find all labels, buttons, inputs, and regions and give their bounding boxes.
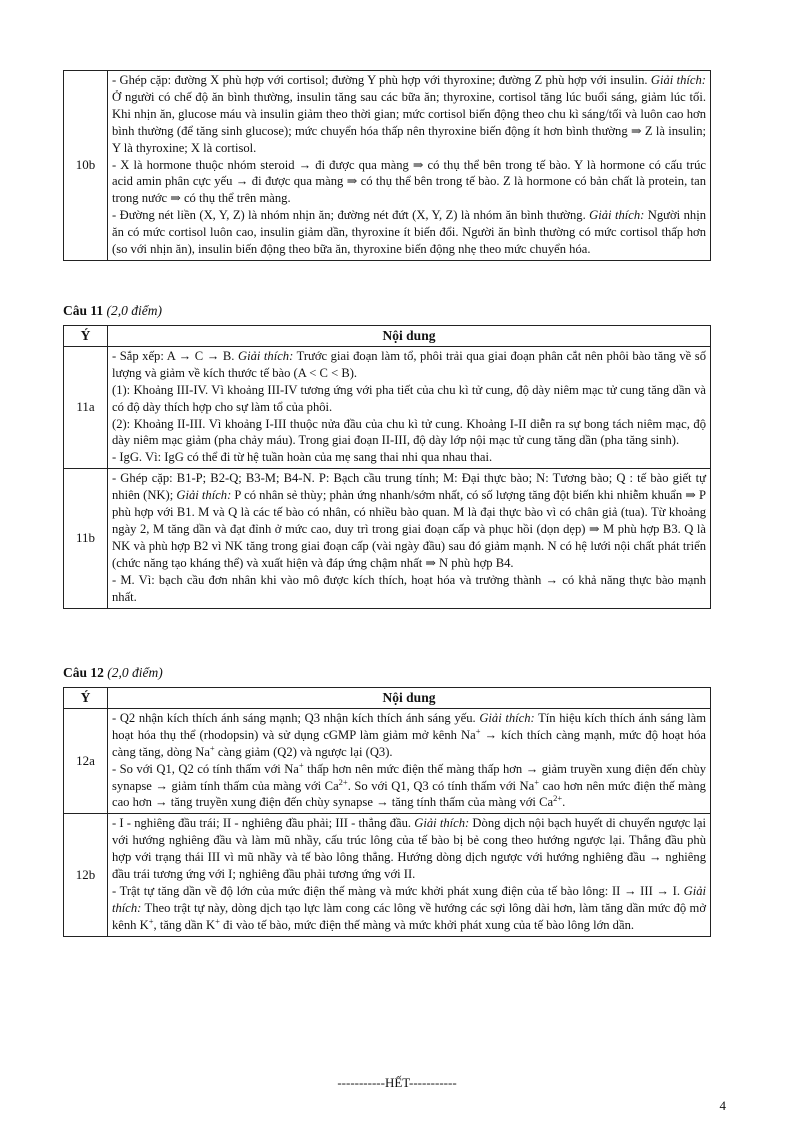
table-row [64, 708, 711, 813]
text-run: - I - nghiêng đầu trái; II - nghiêng đầu phải; III - thẳng đầu. [112, 816, 415, 831]
superscript-text: + [148, 915, 154, 926]
emphasis-text: Giải thích: [650, 73, 706, 87]
text-run: càng giảm (Q2) và ngược lại (Q3). [214, 744, 393, 759]
text-run: cao hơn nên mức điện thế màng cao hơn → tăng truyền xung điện đến chùy synapse → tăng tính thấm của màng với Ca [112, 778, 706, 810]
text-run: - So với Q1, Q2 có tính thấm với Na [112, 761, 299, 776]
text-run: Dòng dịch nội bạch huyết di chuyển ngược lại với hướng nghiêng đầu và làm mũ nhầy, cấu trúc lông của tế bào bị bẻ cong theo hướng ngược lại. Thẳng đầu phù hợp với trạng thái III vì mũ nhầy và tế bào lông thẳng. Hướng dòng dịch ngược với hướng nghiêng đầu → nghiêng đầu trái tương ứng với I; nghiêng đầu phải tương ứng với II. [112, 816, 706, 882]
question-points: (2,0 điểm) [106, 303, 162, 318]
text-run: (1): Khoảng III-IV. Vì khoảng III-IV tương ứng với pha tiết của chu kì tử cung, độ dày niêm mạc tử cung tăng dần và có độ dày thích hợp cho sự làm tổ của phôi. [112, 382, 706, 414]
text-run: - Q2 nhận kích thích ánh sáng mạnh; Q3 nhận kích thích ánh sáng yếu. [112, 710, 480, 725]
emphasis-text: Giải thích: [414, 816, 470, 831]
superscript-text: + [215, 915, 220, 926]
text-run: - Ghép cặp: đường X phù hợp với cortisol; đường Y phù hợp với thyroxine; đường Z phù hợp với insulin. [112, 73, 651, 87]
column-header-y: Ý [64, 326, 108, 347]
text-run: - IgG. Vì: IgG có thể đi từ hệ tuần hoàn của mẹ sang thai nhi qua nhau thai. [112, 450, 493, 465]
emphasis-text: Giải thích: [589, 208, 645, 223]
text-run: . So với Q1, Q3 có tính thấm với Na [347, 778, 535, 793]
text-run: Trước giai đoạn làm tổ, phôi trải qua giai đoạn phân cắt nên phôi bào tăng về số lượng và giảm về kích thước tế bào (A < C < B). [112, 348, 707, 380]
emphasis-text: Giải thích: [237, 348, 294, 363]
answer-paragraph [112, 157, 706, 208]
superscript-text: 2+ [338, 776, 348, 787]
row-content [108, 814, 711, 936]
row-label: 12a [64, 708, 108, 813]
text-run: . [562, 795, 566, 810]
question-title: Câu 12 [63, 665, 104, 680]
row-content [108, 708, 711, 813]
row-content [108, 71, 711, 261]
emphasis-text: Giải thích: [479, 710, 535, 725]
superscript-text: + [534, 776, 540, 787]
table-header-row [64, 688, 711, 709]
superscript-text: + [475, 725, 481, 736]
answer-table-q11 [63, 325, 711, 609]
text-run: - X là hormone thuộc nhóm steroid → đi được qua màng ⇒ có thụ thể bên trong tế bào. Y là hormone có cấu trúc acid amin phân cực yếu → đi được qua màng ⇒ có thụ thể bên trong tế bào. Z là hormone có bản chất là protein, tan trong nước ⇒ có thụ thể trên màng. [112, 157, 706, 206]
superscript-text: + [298, 759, 304, 770]
text-run: - Sắp xếp: A → C → B. [112, 348, 238, 363]
table-row [64, 469, 711, 608]
text-run: thấp hơn nên mức điện thế màng thấp hơn → giảm truyền xung điện đến chùy synapse → giảm tính thấm của màng với Ca [112, 761, 706, 793]
column-header-content: Nội dung [108, 688, 711, 709]
text-run: Ở người có chế độ ăn bình thường, insulin tăng sau các bữa ăn; thyroxine, cortisol tăng lúc buổi sáng, giảm lúc tối. Khi nhịn ăn, glucose máu và insulin giảm theo thời gian; mức cortisol biến động theo chu kì sáng/tối và luôn cao hơn bình thường (để tăng sinh glucose); mức chuyển hóa thấp nên thyroxine biến động ít hơn bình thường ⇒ Z là insulin; Y là thyroxine; X là cortisol. [112, 89, 706, 155]
answer-table-q12 [63, 687, 711, 937]
answer-paragraph [112, 72, 706, 157]
column-header-content: Nội dung [108, 326, 711, 347]
text-run: đi vào tế bào, mức điện thế màng và mức khởi phát xung của tế bào lông lớn dần. [219, 917, 635, 932]
answer-paragraph [112, 883, 706, 934]
text-run: , tăng dần K [153, 917, 216, 932]
answer-paragraph [112, 761, 706, 812]
row-label: 11a [64, 346, 108, 468]
column-header-y: Ý [64, 688, 108, 709]
question-heading-12 [63, 665, 163, 681]
table-header-row [64, 326, 711, 347]
emphasis-text: Giải thích: [176, 488, 232, 503]
answer-paragraph [112, 416, 706, 450]
text-run: - Ghép cặp: B1-P; B2-Q; B3-M; B4-N. P: Bạch cầu trung tính; M: Đại thực bào; N: Tương bào; Q : tế bào giết tự nhiên (NK); [112, 471, 706, 503]
text-run: Theo trật tự này, dòng dịch tạo lực làm cong các lông về hướng các sợi lông dài hơn, làm tăng dần mức độ mở kênh K [112, 900, 706, 932]
answer-paragraph [112, 470, 706, 571]
row-content [108, 469, 711, 608]
text-run: Người nhịn ăn có mức cortisol luôn cao, insulin giảm dần, thyroxine ít biến đổi. Người ăn bình thường có mức cortisol thấp hơn (so với nhịn ăn), insulin biến động theo bữa ăn, thyroxine biến động nhẹ theo mức chuyển hóa. [112, 208, 706, 257]
text-run: - Đường nét liền (X, Y, Z) là nhóm nhịn ăn; đường nét đứt (X, Y, Z) là nhóm ăn bình thường. [112, 208, 590, 223]
row-label: 11b [64, 469, 108, 608]
page-number: 4 [719, 1098, 726, 1113]
question-title: Câu 11 [63, 303, 104, 318]
question-heading-11 [63, 303, 162, 319]
answer-paragraph [112, 207, 706, 258]
answer-table-q10 [63, 70, 711, 261]
emphasis-text: Giải thích: [112, 883, 706, 915]
answer-paragraph [112, 348, 706, 382]
row-label: 12b [64, 814, 108, 936]
answer-paragraph [112, 572, 706, 606]
row-content [108, 346, 711, 468]
question-points: (2,0 điểm) [107, 665, 163, 680]
answer-paragraph [112, 710, 706, 761]
answer-paragraph [112, 449, 706, 466]
text-run: - Trật tự tăng dần về độ lớn của mức điện thế màng và mức khởi phát xung điện của tế bào lông: II → III → I. [112, 883, 684, 898]
text-run: Tín hiệu kích thích ánh sáng làm hoạt hóa thụ thể (rhodopsin) và sử dụng cGMP làm giảm mở kênh Na [112, 710, 706, 742]
table-row [64, 346, 711, 468]
table-row [64, 814, 711, 936]
text-run: → kích thích càng mạnh, mức độ hoạt hóa càng tăng, dòng Na [112, 727, 706, 759]
end-marker: -----------HẾT----------- [337, 1075, 457, 1090]
text-run: - M. Vì: bạch cầu đơn nhân khi vào mô được kích thích, hoạt hóa và trưởng thành → có khả năng thực bào mạnh nhất. [112, 572, 706, 604]
answer-paragraph [112, 382, 706, 416]
superscript-text: 2+ [553, 793, 563, 804]
text-run: P có nhân sẻ thùy; phản ứng nhanh/sớm nhất, có số lượng tăng đột biến khi nhiễm khuẩn ⇒ P phù hợp với B1. M và Q là các tế bào có nhân, có nhiều bào quan. M là đại thực bào vì có chân giả (tua). Từ khoảng ngày 2, M tăng dần và đạt đỉnh ở mức cao, duy trì trong giai đoạn cấp và phục hồi (dọn dẹp) ⇒ M phù hợp B3. Q là NK và phù hợp B2 vì NK tăng trong giai đoạn cấp (vài ngày đầu) sau đó giảm mạnh. N có hệ lưới nội chất phát triển (chức năng tạo kháng thể) và xuất hiện và đáp ứng chậm nhất ⇒ N phù hợp B4. [112, 488, 706, 570]
superscript-text: + [209, 742, 215, 753]
row-label: 10b [64, 71, 108, 261]
answer-paragraph [112, 815, 706, 883]
text-run: (2): Khoảng II-III. Vì khoảng I-III thuộc nửa đầu của chu kì tử cung. Khoảng I-II diễn ra sự bong tách niêm mạc, độ dày niêm mạc giảm (pha chảy máu). Trong giai đoạn II-III, độ dày lớp nội mạc tử cung tăng dần (pha tăng sinh). [112, 416, 706, 448]
table-row [64, 71, 711, 261]
